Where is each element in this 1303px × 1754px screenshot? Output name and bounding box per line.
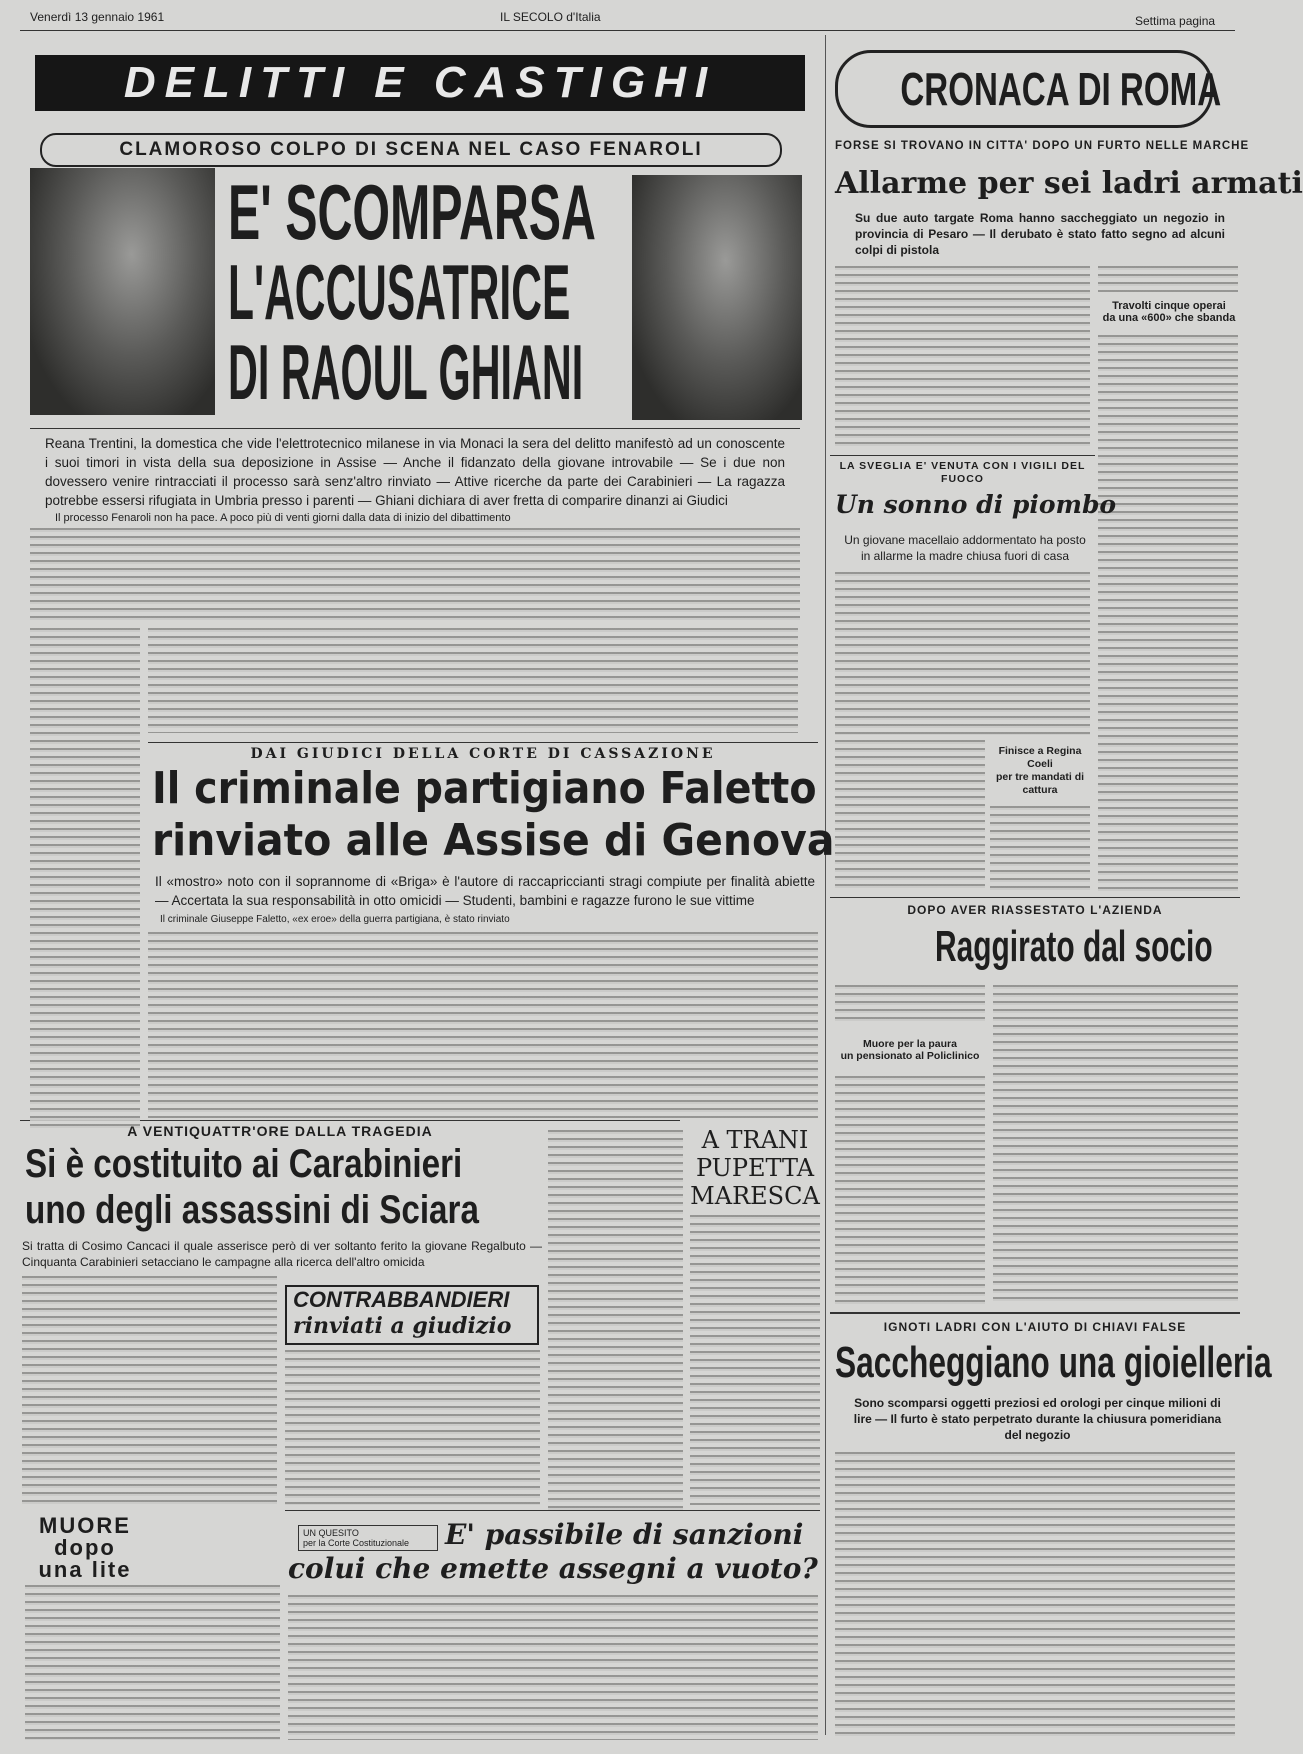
article-body [835,572,1090,735]
contrabbandieri-box: CONTRABBANDIERI rinviati a giudizio [285,1285,539,1345]
article-body [22,1276,277,1506]
assegni-headline-2: colui che emette assegni a vuoto? [288,1552,818,1585]
article-body [835,266,1090,450]
ladri-summary: Su due auto targate Roma hanno saccheggiato un negozio in provincia di Pesaro — Il derubato è stato fatto segno ad alcuni colpi di pistola [855,211,1225,257]
fenaroli-summary: Reana Trentini, la domestica che vide l'elettrotecnico milanese in via Monaci la sera del delitto manifestò ad un conoscente i suoi timori in vista della sua deposizione in Assise — Anche il fidanzato della giovane introvabile — Se i due non dovessero venire rintracciati il processo sarà senz'altro rinviato — Attive ricerche da parte dei Carabinieri — La ragazza potrebbe essersi rifugiata in Umbria presso i parenti — Ghiani dichiara di aver fretta di comparire dinanzi ai Giudici [45,436,785,508]
fenaroli-headline: E' SCOMPARSA L'ACCUSATRICE DI RAOUL GHIANI [228,168,596,416]
sonno-kicker: LA SVEGLIA E' VENUTA CON I VIGILI DEL FUOCO [839,460,1086,485]
article-body [148,628,798,733]
faletto-kicker: DAI GIUDICI DELLA CORTE DI CASSAZIONE [250,746,716,762]
article-body [1098,266,1238,292]
coeli-headline: Finisce a Regina Coeli per tre mandati di cattura [995,745,1085,796]
sciara-kicker: A VENTIQUATTR'ORE DALLA TRAGEDIA [127,1123,433,1139]
article-body [990,806,1090,890]
photo-ghiani [632,175,802,420]
page-number: Settima pagina [1135,14,1216,28]
article-body [148,932,818,1118]
article-body [835,1076,985,1305]
faletto-lead: Il criminale Giuseppe Faletto, «ex eroe» della guerra partigiana, è stato rinviato [160,914,510,925]
section-banner [35,55,805,111]
article-body [835,1452,1235,1740]
faletto-headline-2: rinviato alle Assise di Genova [152,815,835,866]
article-body [548,1130,683,1510]
ladri-headline: Allarme per sei ladri armati [835,166,1303,201]
section-banner-roma: CRONACA DI ROMA [835,50,1213,128]
article-body [288,1595,818,1740]
date: Venerdì 13 gennaio 1961 [30,10,165,24]
fenaroli-kicker: CLAMOROSO COLPO DI SCENA NEL CASO FENAROLI [40,133,782,167]
column-divider [825,35,826,1735]
article-body [835,985,985,1025]
sciara-summary: Si tratta di Cosimo Cancaci il quale asserisce però di ver soltanto ferito la giovane Regalbuto — Cinquanta Carabinieri setacciano le campagne alla ricerca dell'altro omicida [22,1239,542,1269]
paura-headline: Muore per la paura un pensionato al Policlinico [840,1038,980,1062]
article-body [25,1585,280,1740]
article-body [285,1350,540,1505]
sonno-headline: Un sonno di piombo [835,490,1117,519]
sciara-headline-2: uno degli assassini di Sciara [25,1188,479,1232]
gioielleria-summary: Sono scomparsi oggetti preziosi ed orologi per cinque milioni di lire — Il furto è stato perpetrato durante la chiusura pomeridiana del negozio [853,1396,1222,1442]
gioielleria-kicker: IGNOTI LADRI CON L'AIUTO DI CHIAVI FALSE [883,1320,1187,1334]
socio-kicker: DOPO AVER RIASSESTATO L'AZIENDA [907,903,1163,917]
article-body [30,528,800,623]
article-body [835,740,985,890]
gioielleria-headline: Saccheggiano una gioielleria [835,1338,1272,1387]
article-body [690,1215,820,1505]
socio-headline: Raggirato dal socio [935,922,1213,971]
sciara-headline-1: Si è costituito ai Carabinieri [25,1142,463,1186]
trani-headline: A TRANI PUPETTA MARESCA [690,1126,820,1210]
sonno-summary: Un giovane macellaio addormentato ha posto in allarme la madre chiusa fuori di casa [844,533,1086,563]
faletto-headline-1: Il criminale partigiano Faletto [152,763,817,814]
paper-name: IL SECOLO d'Italia [500,10,601,24]
photo-woman [30,168,215,415]
article-body [993,985,1238,1305]
section-title: DELITTI E CASTIGHI [123,58,717,107]
faletto-summary: Il «mostro» noto con il soprannome di «Briga» è l'autore di raccapriccianti stragi compiute per finalità abiette — Accertata la sua responsabilità in otto omicidi — Studenti, bambini e ragazze furono le sue vittime [155,874,815,908]
assegni-headline-1: E' passibile di sanzioni [445,1518,804,1551]
lite-headline: MUORE dopo una lite [38,1513,132,1582]
quesito-box: UN QUESITO per la Corte Costituzionale [298,1525,438,1551]
article-body [30,628,140,1128]
ladri-kicker: FORSE SI TROVANO IN CITTA' DOPO UN FURTO NELLE MARCHE [835,140,1250,152]
article-body [1098,335,1238,895]
travolti-headline: Travolti cinque operai da una «600» che sbanda [1102,300,1236,324]
fenaroli-lead: Il processo Fenaroli non ha pace. A poco più di venti giorni dalla data di inizio del dibattimento [55,512,511,524]
